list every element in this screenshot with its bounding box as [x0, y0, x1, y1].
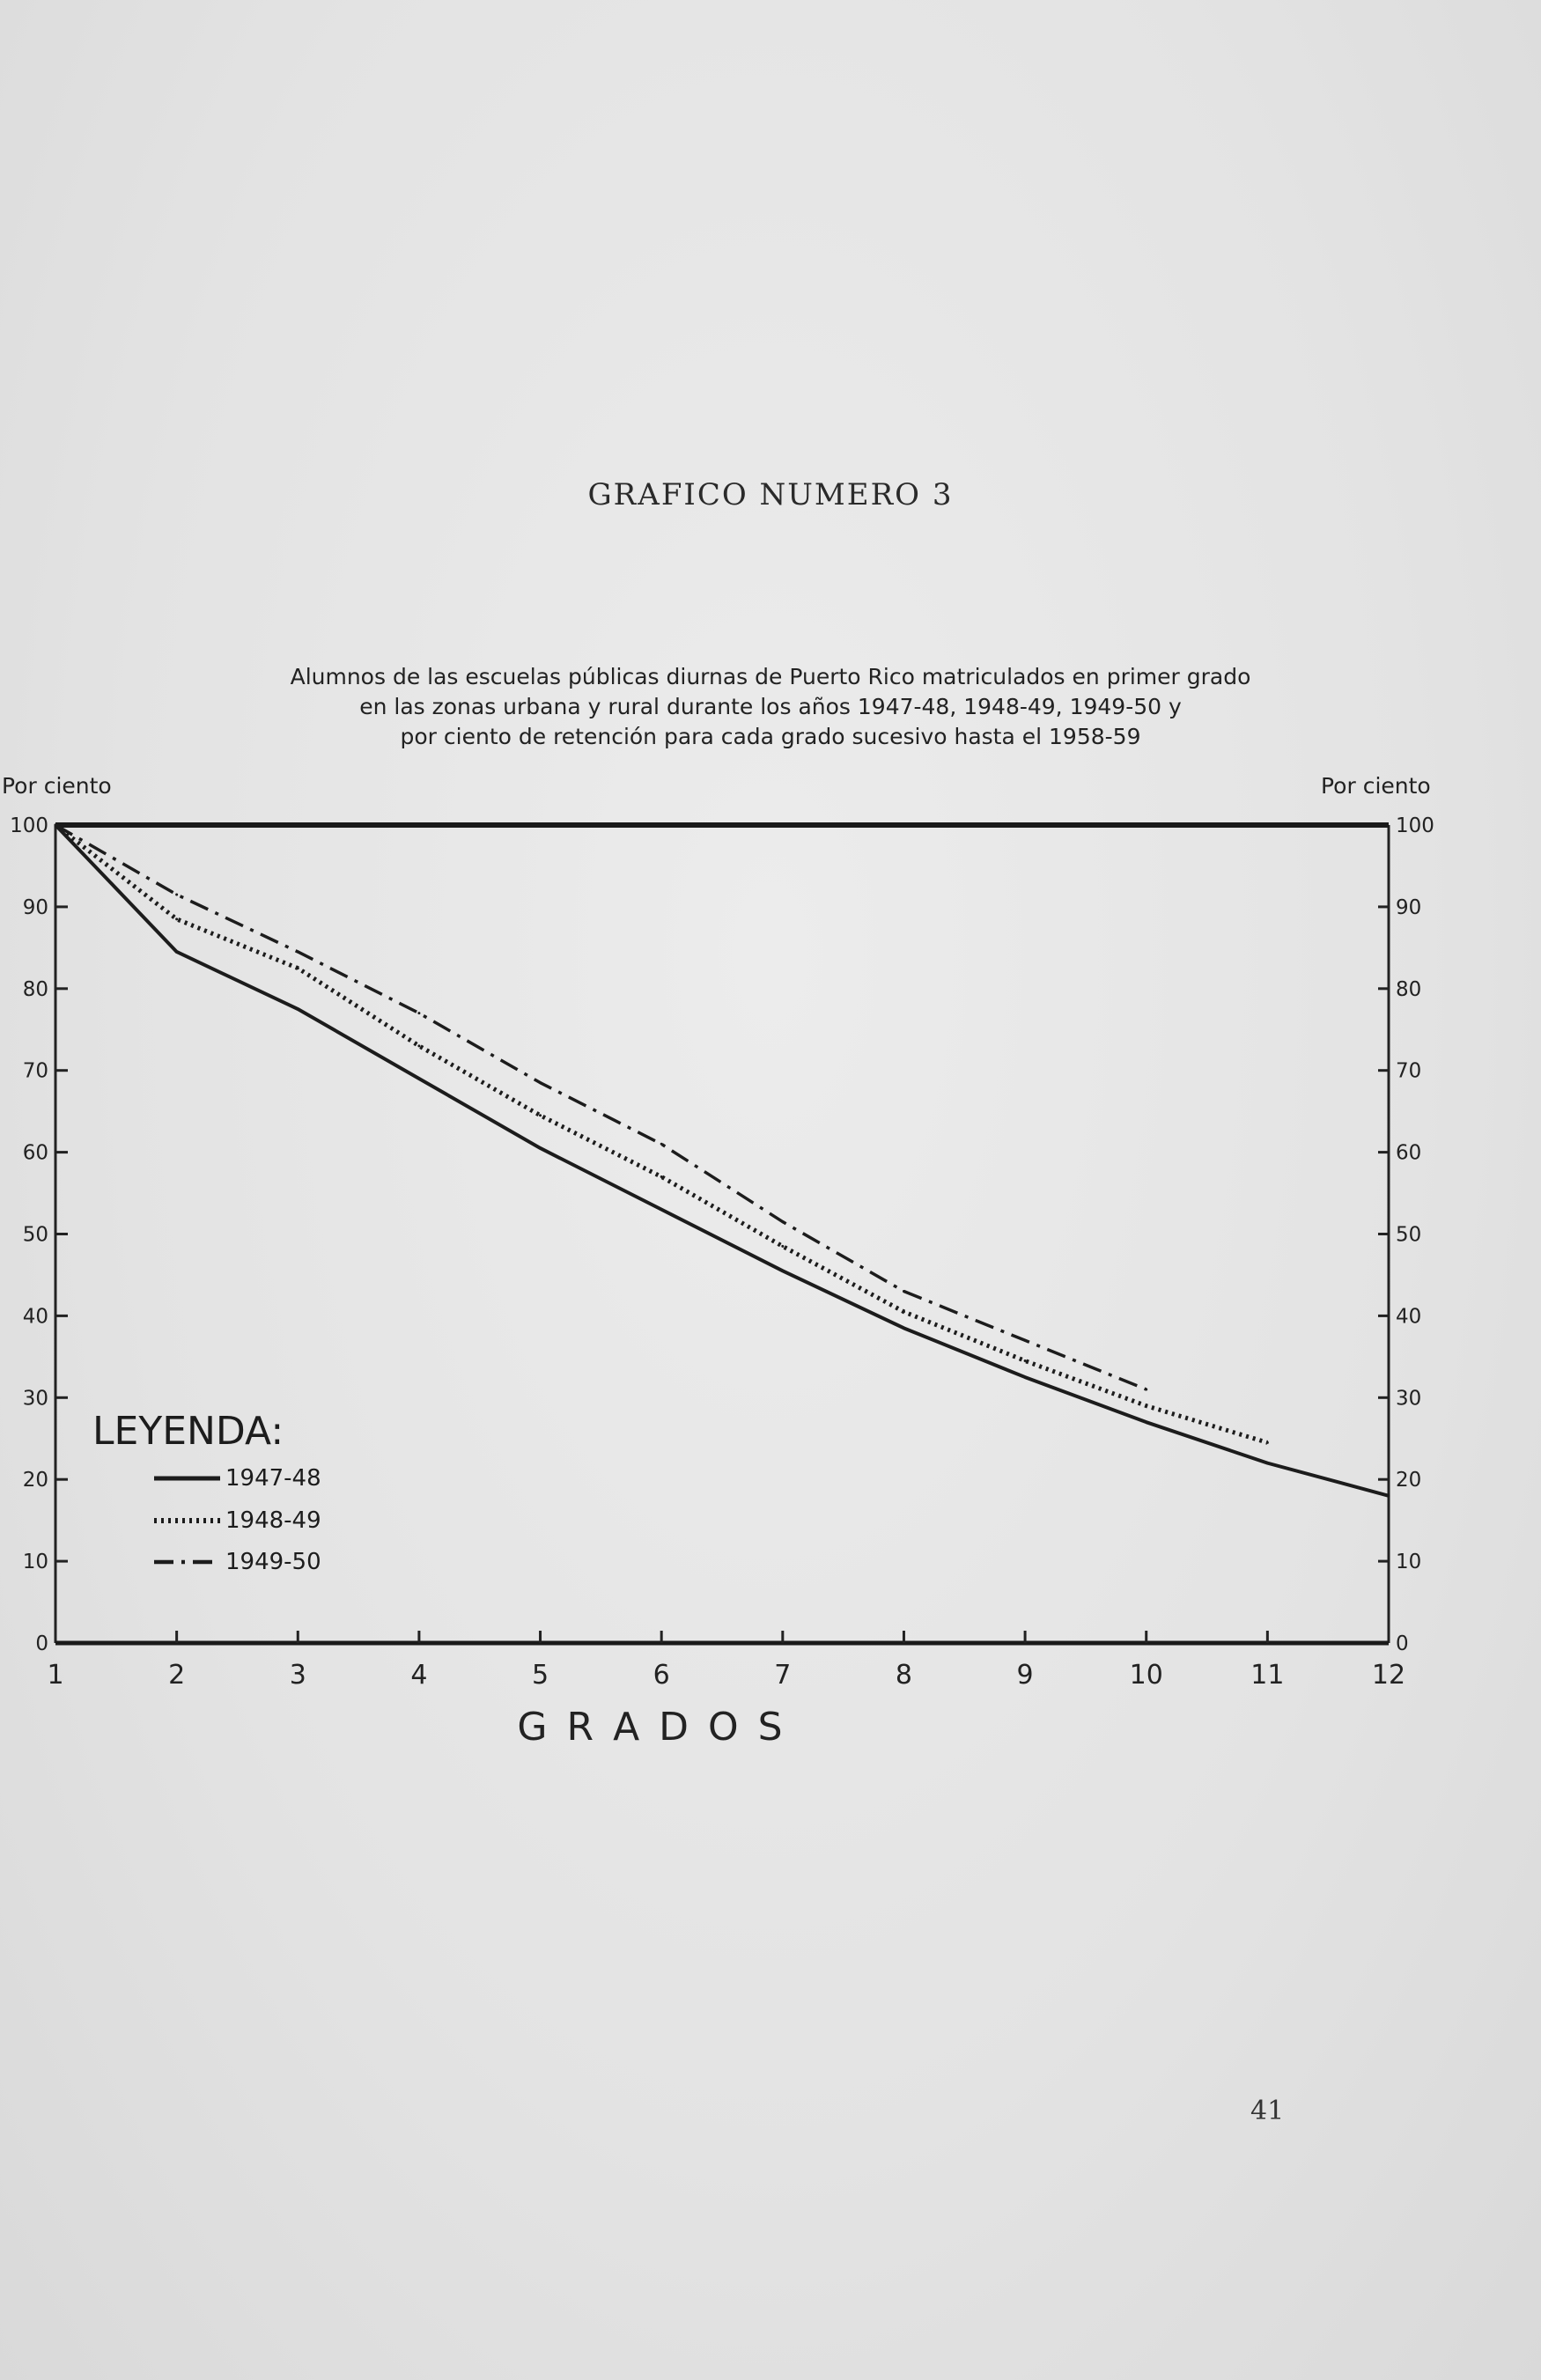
- x-tick-label: 6: [653, 1660, 670, 1691]
- y-tick-label-right: 20: [1396, 1469, 1422, 1492]
- data-point-1948-49: [1266, 1441, 1269, 1444]
- y-tick-label-left: 20: [22, 1469, 48, 1492]
- data-point-1948-49: [903, 1310, 905, 1313]
- data-point-1947-48: [297, 1008, 299, 1011]
- legend-label-1947-48: 1947-48: [225, 1465, 321, 1492]
- y-tick-label-right: 50: [1396, 1223, 1422, 1247]
- y-tick-label-left: 70: [22, 1059, 48, 1083]
- data-point-1949-50: [903, 1290, 905, 1293]
- data-point-1949-50: [297, 950, 299, 953]
- subtitle-line-2: en las zonas urbana y rural durante los años 1947-48, 1948-49, 1949-50 y: [359, 694, 1182, 719]
- y-tick-label-right: 60: [1396, 1141, 1422, 1165]
- x-tick-label: 10: [1129, 1660, 1163, 1691]
- y-tick-label-left: 100: [10, 814, 48, 837]
- y-tick-label-right: 70: [1396, 1059, 1422, 1083]
- data-point-1947-48: [1266, 1462, 1269, 1464]
- y-tick-label-left: 80: [22, 977, 48, 1001]
- x-tick-label: 2: [168, 1660, 186, 1691]
- y-axis-label-left: Por ciento: [2, 773, 112, 799]
- data-point-1949-50: [539, 1081, 542, 1084]
- data-point-1949-50: [660, 1143, 663, 1146]
- y-tick-label-left: 40: [22, 1305, 48, 1329]
- x-tick-label: 4: [410, 1660, 428, 1691]
- series-line-1948-49: [55, 825, 1267, 1442]
- data-point-1948-49: [539, 1114, 542, 1116]
- x-tick-label: 1: [47, 1660, 64, 1691]
- y-tick-label-right: 0: [1396, 1632, 1409, 1655]
- y-tick-label-right: 100: [1396, 814, 1434, 837]
- data-point-1947-48: [539, 1146, 542, 1149]
- data-point-1949-50: [175, 893, 178, 895]
- data-point-1947-48: [1024, 1376, 1027, 1379]
- data-point-1949-50: [1024, 1339, 1027, 1342]
- y-tick-label-right: 40: [1396, 1305, 1422, 1329]
- legend: [92, 1409, 321, 1575]
- y-axis-label-right: Por ciento: [1321, 773, 1431, 799]
- data-point-1947-48: [781, 1270, 784, 1272]
- axis-labels-layer: [517, 1705, 785, 1750]
- data-point-1949-50: [781, 1220, 784, 1223]
- y-tick-label-right: 30: [1396, 1387, 1422, 1411]
- subtitle-line-3: por ciento de retención para cada grado sucesivo hasta el 1958-59: [400, 724, 1141, 749]
- series-layer: [55, 824, 1390, 1498]
- data-point-1947-48: [1388, 1494, 1390, 1497]
- x-tick-label: 7: [774, 1660, 792, 1691]
- data-point-1948-49: [297, 967, 299, 969]
- data-point-1949-50: [1145, 1389, 1147, 1391]
- legend-label-1948-49: 1948-49: [225, 1507, 321, 1534]
- data-point-1948-49: [175, 917, 178, 920]
- y-tick-label-left: 30: [22, 1387, 48, 1411]
- page-number: 41: [1250, 2096, 1285, 2126]
- data-point-1947-48: [903, 1327, 905, 1330]
- data-point-1947-48: [1145, 1421, 1147, 1424]
- data-point-1949-50: [55, 824, 57, 827]
- y-tick-label-left: 10: [22, 1551, 48, 1574]
- y-tick-label-left: 50: [22, 1223, 48, 1247]
- y-tick-label-left: 0: [35, 1632, 48, 1655]
- subtitle-line-1: Alumnos de las escuelas públicas diurnas de Puerto Rico matriculados en primer grado: [290, 664, 1251, 689]
- x-tick-label: 8: [895, 1660, 913, 1691]
- data-point-1948-49: [1145, 1404, 1147, 1407]
- data-point-1948-49: [781, 1245, 784, 1248]
- x-tick-label: 12: [1371, 1660, 1406, 1691]
- series-line-1949-50: [55, 825, 1147, 1389]
- y-tick-label-right: 90: [1396, 895, 1422, 919]
- axes-layer: [10, 814, 1434, 1691]
- data-point-1947-48: [175, 950, 178, 953]
- data-point-1947-48: [660, 1208, 663, 1211]
- legend-title: LEYENDA:: [92, 1409, 284, 1454]
- y-tick-label-right: 10: [1396, 1551, 1422, 1574]
- y-tick-label-left: 90: [22, 895, 48, 919]
- data-point-1947-48: [417, 1077, 420, 1079]
- legend-label-1949-50: 1949-50: [225, 1549, 321, 1575]
- page-title: GRAFICO NUMERO 3: [587, 477, 954, 512]
- data-point-1948-49: [1024, 1359, 1027, 1362]
- series-line-1947-48: [55, 825, 1389, 1496]
- x-tick-label: 5: [531, 1660, 549, 1691]
- data-point-1948-49: [660, 1175, 663, 1178]
- y-tick-label-left: 60: [22, 1141, 48, 1165]
- x-tick-label: 3: [289, 1660, 306, 1691]
- data-point-1949-50: [417, 1012, 420, 1014]
- x-tick-label: 11: [1250, 1660, 1285, 1691]
- data-point-1948-49: [417, 1044, 420, 1047]
- y-tick-label-right: 80: [1396, 977, 1422, 1001]
- x-axis-label: G R A D O S: [517, 1705, 786, 1750]
- x-tick-label: 9: [1016, 1660, 1034, 1691]
